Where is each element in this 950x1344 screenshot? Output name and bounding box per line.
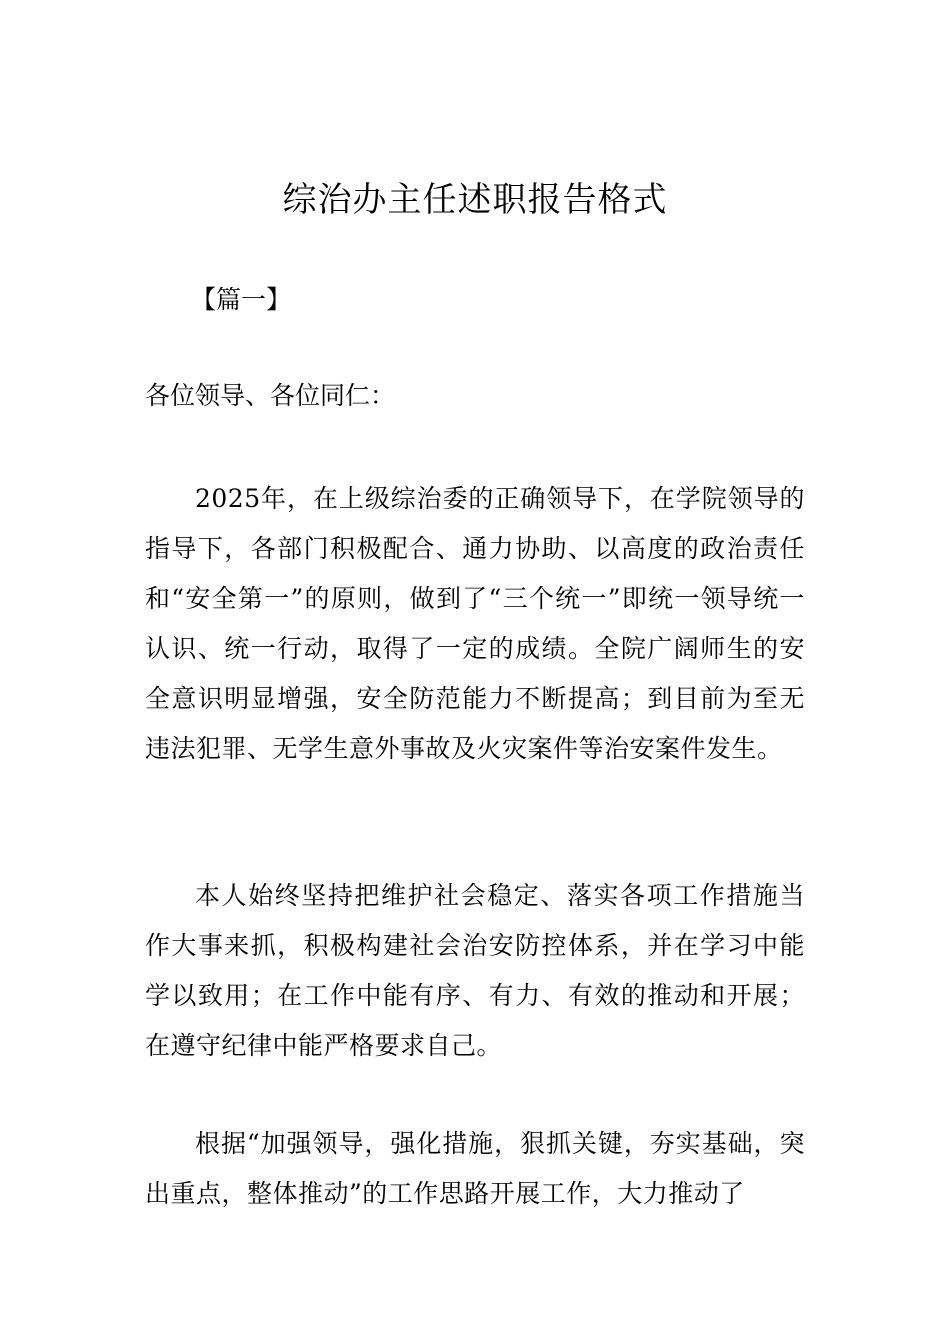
salutation: 各位领导、各位同仁：	[145, 381, 396, 410]
section-label: 【篇一】	[191, 285, 292, 314]
paragraph-1: 2025年，在上级综治委的正确领导下，在学院领导的指导下，各部门积极配合、通力协助、以高度的政治责任和“安全第一”的原则，做到了“三个统一”即统一领导统一认识、统一行动，取得了一定的成绩。全院广阔师生的安全意识明显增强，安全防范能力不断提高；到目前为至无违法犯罪、无学生意外事故及火灾案件等治安案件发生。	[145, 484, 805, 763]
paragraph-2: 本人始终坚持把维护社会稳定、落实各项工作措施当作大事来抓，积极构建社会治安防控体系，并在学习中能学以致用；在工作中能有序、有力、有效的推动和开展；在遵守纪律中能严格要求自己。	[145, 881, 805, 1060]
document-title: 综治办主任述职报告格式	[282, 180, 668, 220]
paragraph-3: 根据“加强领导，强化措施，狠抓关键，夯实基础，突出重点，整体推动”的工作思路开展工作，大力推动了	[145, 1129, 805, 1208]
